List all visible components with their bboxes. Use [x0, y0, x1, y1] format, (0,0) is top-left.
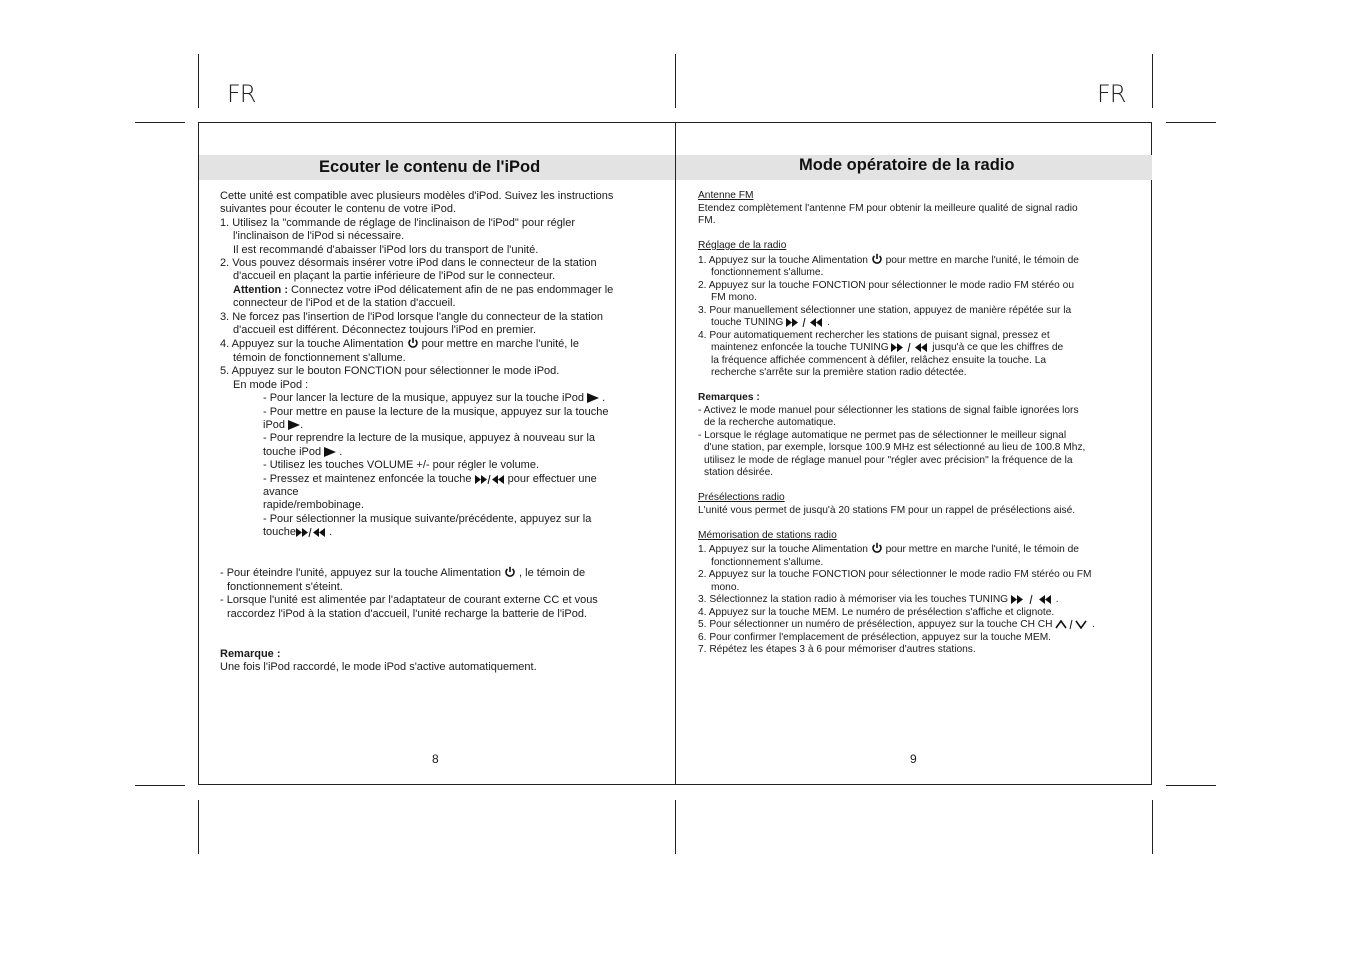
left-page-body	[220, 190, 660, 675]
right-page-title: Mode opératoire de la radio	[799, 156, 1015, 174]
bullet-text: pour effectuer une	[504, 472, 597, 485]
crop-mark	[135, 122, 185, 123]
section-title-fm-antenna: Antenne FM	[698, 190, 754, 201]
play-icon	[324, 447, 336, 457]
tuning-step-3-cont	[698, 317, 1138, 330]
remark-2-cont: utilisez le mode de réglage manuel pour "régler avec précision" la fréquence de la	[704, 454, 1073, 466]
ipod-bullet-cont: avance	[263, 485, 299, 498]
bullet-text: .	[599, 392, 606, 405]
memorize-step-7: 7. Répétez les étapes 3 à 6 pour mémoriser d'autres stations.	[698, 644, 976, 655]
power-icon	[871, 542, 883, 554]
bullet-text: .	[336, 445, 343, 458]
step-text: .	[1052, 594, 1059, 605]
step-2: 2. Vous pouvez désormais insérer votre iPod dans le connecteur de la station	[220, 257, 597, 270]
step-1-cont: l'inclinaison de l'iPod si nécessaire.	[233, 230, 405, 243]
ipod-bullet: - Utilisez les touches VOLUME +/- pour régler le volume.	[263, 459, 540, 472]
ipod-bullet	[220, 473, 660, 486]
step-4-cont: témoin de fonctionnement s'allume.	[233, 351, 406, 364]
crop-mark	[135, 785, 185, 786]
step-5: 5. Appuyez sur le bouton FONCTION pour sélectionner le mode iPod.	[220, 365, 560, 378]
page-number-left: 8	[432, 752, 439, 766]
bullet-text: touche	[263, 526, 297, 539]
crop-mark	[198, 54, 199, 108]
skip-forward-back-icon	[296, 528, 326, 537]
step-text: jusqu'à ce que les chiffres de	[929, 342, 1064, 353]
bullet-text: .	[300, 418, 304, 431]
remark-title: Remarque :	[220, 647, 281, 660]
fm-text: FM.	[698, 215, 716, 226]
section-title-tuning: Réglage de la radio	[698, 240, 787, 251]
section-title-presets: Présélections radio	[698, 492, 785, 503]
page-number-right: 9	[910, 752, 917, 766]
remark-2: - Lorsque le réglage automatique ne permet pas de sélectionner le meilleur signal	[698, 429, 1067, 441]
crop-mark	[1166, 122, 1216, 123]
memorize-step-1-cont: fonctionnement s'allume.	[711, 556, 824, 568]
tuning-step-2-cont: FM mono.	[711, 292, 757, 303]
bullet-text: touche iPod	[263, 445, 325, 458]
language-tag-right: FR	[1097, 80, 1126, 108]
tuning-step-4-cont: recherche s'arrête sur la première station radio détectée.	[711, 367, 967, 378]
note-text: - Pour éteindre l'unité, appuyez sur la touche Alimentation	[220, 567, 504, 580]
charge-note-cont: raccordez l'iPod à la station d'accueil, l'unité recharge la batterie de l'iPod.	[227, 607, 587, 620]
step-text: touche TUNING	[711, 317, 787, 328]
memorize-step-2-cont: mono.	[711, 581, 740, 593]
tuning-step-2: 2. Appuyez sur la touche FONCTION pour sélectionner le mode radio FM stéréo ou	[698, 279, 1074, 291]
step-text: 3. Sélectionnez la station radio à mémoriser via les touches TUNING	[698, 594, 1011, 605]
presets-text: L'unité vous permet de jusqu'à 20 stations FM pour un rappel de présélections aisé.	[698, 504, 1076, 516]
intro-line: suivantes pour écouter le contenu de votre iPod.	[220, 203, 457, 216]
tuning-step-4: 4. Pour automatiquement rechercher les stations de puisant signal, pressez et	[698, 329, 1050, 341]
ipod-bullet	[220, 392, 660, 405]
step-5-cont: En mode iPod :	[233, 378, 309, 391]
bullet-text: - Pressez et maintenez enfoncée la touche	[263, 472, 475, 485]
step-text: maintenez enfoncée la touche TUNING	[711, 342, 892, 353]
step-1: 1. Utilisez la "commande de réglage de l'inclinaison de l'iPod" pour régler	[220, 216, 576, 229]
step-3: 3. Ne forcez pas l'insertion de l'iPod lorsque l'angle du connecteur de la station	[220, 310, 603, 323]
tuning-step-3: 3. Pour manuellement sélectionner une station, appuyez de manière répétée sur la	[698, 304, 1072, 316]
remarks-title: Remarques :	[698, 392, 760, 403]
chevron-up-down-icon	[1055, 619, 1089, 629]
step-1-cont: Il est recommandé d'abaisser l'iPod lors du transport de l'unité.	[233, 243, 539, 256]
power-icon	[504, 566, 516, 578]
skip-forward-back-icon	[1011, 595, 1053, 604]
remark-text: Une fois l'iPod raccordé, le mode iPod s'active automatiquement.	[220, 661, 537, 674]
bullet-text: - Pour lancer la lecture de la musique, appuyez sur la touche iPod	[263, 392, 588, 405]
step-text: 1. Appuyez sur la touche Alimentation	[698, 544, 871, 555]
play-icon	[587, 393, 599, 403]
step-4	[220, 337, 660, 351]
power-off-note	[220, 566, 660, 580]
ipod-bullet-cont: rapide/rembobinage.	[263, 499, 364, 512]
bullet-text: .	[326, 526, 333, 539]
remark-2-cont: station désirée.	[704, 467, 774, 478]
memorize-step-6: 6. Pour confirmer l'emplacement de présélection, appuyez sur la touche MEM.	[698, 631, 1052, 643]
tuning-step-1	[698, 253, 1138, 268]
skip-forward-back-icon	[891, 343, 929, 352]
crop-mark	[198, 800, 199, 854]
step-text: pour mettre en marche l'unité, le témoin de	[882, 254, 1079, 266]
ipod-bullet: - Pour sélectionner la musique suivante/précédente, appuyez sur la	[263, 512, 592, 525]
power-icon	[871, 253, 883, 265]
tuning-step-1-cont: fonctionnement s'allume.	[711, 267, 824, 278]
ipod-bullet-cont	[220, 526, 660, 539]
memorize-step-2: 2. Appuyez sur la touche FONCTION pour sélectionner le mode radio FM stéréo ou FM	[698, 569, 1092, 580]
step-text: .	[824, 317, 830, 328]
step-text: 1. Appuyez sur la touche Alimentation	[698, 254, 871, 266]
power-off-note-cont: fonctionnement s'éteint.	[227, 580, 343, 593]
crop-mark	[675, 54, 676, 108]
ipod-bullet: - Pour mettre en pause la lecture de la musique, appuyez sur la touche	[263, 405, 609, 418]
bullet-text: iPod	[263, 418, 289, 431]
memorize-step-4: 4. Appuyez sur la touche MEM. Le numéro de présélection s'affiche et clignote.	[698, 606, 1055, 618]
fm-text: Etendez complètement l'antenne FM pour obtenir la meilleure qualité de signal radio	[698, 202, 1078, 214]
language-tag-left: FR	[227, 80, 256, 108]
memorize-step-1	[698, 542, 1138, 557]
crop-mark	[1152, 54, 1153, 108]
tuning-step-4-cont: la fréquence affichée commencent à défiler, relâchez ensuite la touche. La	[711, 354, 1047, 366]
memorize-step-5	[698, 619, 1138, 632]
remark-1-cont: de la recherche automatique.	[704, 417, 836, 428]
step-text: 5. Pour sélectionner un numéro de présélection, appuyez sur la touche CH CH	[698, 619, 1056, 630]
step-4-text: 4. Appuyez sur la touche Alimentation	[220, 338, 407, 351]
section-title-memorize: Mémorisation de stations radio	[698, 529, 837, 541]
note-text: , le témoin de	[516, 567, 586, 580]
step-2-cont: connecteur de l'iPod et de la station d'accueil.	[233, 297, 456, 310]
step-4-text: pour mettre en marche l'unité, le	[418, 338, 579, 351]
step-text: .	[1089, 619, 1095, 630]
intro-line: Cette unité est compatible avec plusieurs modèles d'iPod. Suivez les instructions	[220, 190, 614, 202]
ipod-bullet-cont	[220, 446, 660, 459]
crop-mark	[675, 800, 676, 854]
step-text: pour mettre en marche l'unité, le témoin de	[882, 544, 1079, 555]
page-divider	[675, 122, 676, 785]
remark-1: - Activez le mode manuel pour sélectionner les stations de signal faible ignorées lors	[698, 404, 1079, 416]
play-icon	[288, 420, 300, 430]
charge-note: - Lorsque l'unité est alimentée par l'adaptateur de courant externe CC et vous	[220, 594, 598, 607]
step-3-cont: d'accueil est différent. Déconnectez toujours l'iPod en premier.	[233, 324, 536, 337]
step-2-cont: d'accueil en plaçant la partie inférieure de l'iPod sur le connecteur.	[233, 270, 556, 283]
step-2-attention	[220, 284, 660, 297]
tuning-step-4-cont	[698, 342, 1138, 355]
ipod-bullet-cont	[220, 419, 660, 432]
power-icon	[407, 337, 419, 349]
skip-forward-back-icon	[786, 318, 824, 327]
attention-label: Attention :	[233, 283, 288, 296]
crop-mark	[1152, 800, 1153, 854]
left-page-title: Ecouter le contenu de l'iPod	[319, 158, 541, 176]
attention-text: Connectez votre iPod délicatement afin de ne pas endommager le	[287, 283, 614, 296]
skip-forward-back-icon	[475, 475, 505, 484]
memorize-step-3	[698, 594, 1138, 607]
right-page-body	[698, 190, 1138, 657]
crop-mark	[1166, 785, 1216, 786]
ipod-bullet: - Pour reprendre la lecture de la musique, appuyez à nouveau sur la	[263, 432, 596, 445]
remark-2-cont: d'une station, par exemple, lorsque 100.9 MHz est sélectionné au lieu de 100.8 Mhz,	[704, 442, 1086, 453]
